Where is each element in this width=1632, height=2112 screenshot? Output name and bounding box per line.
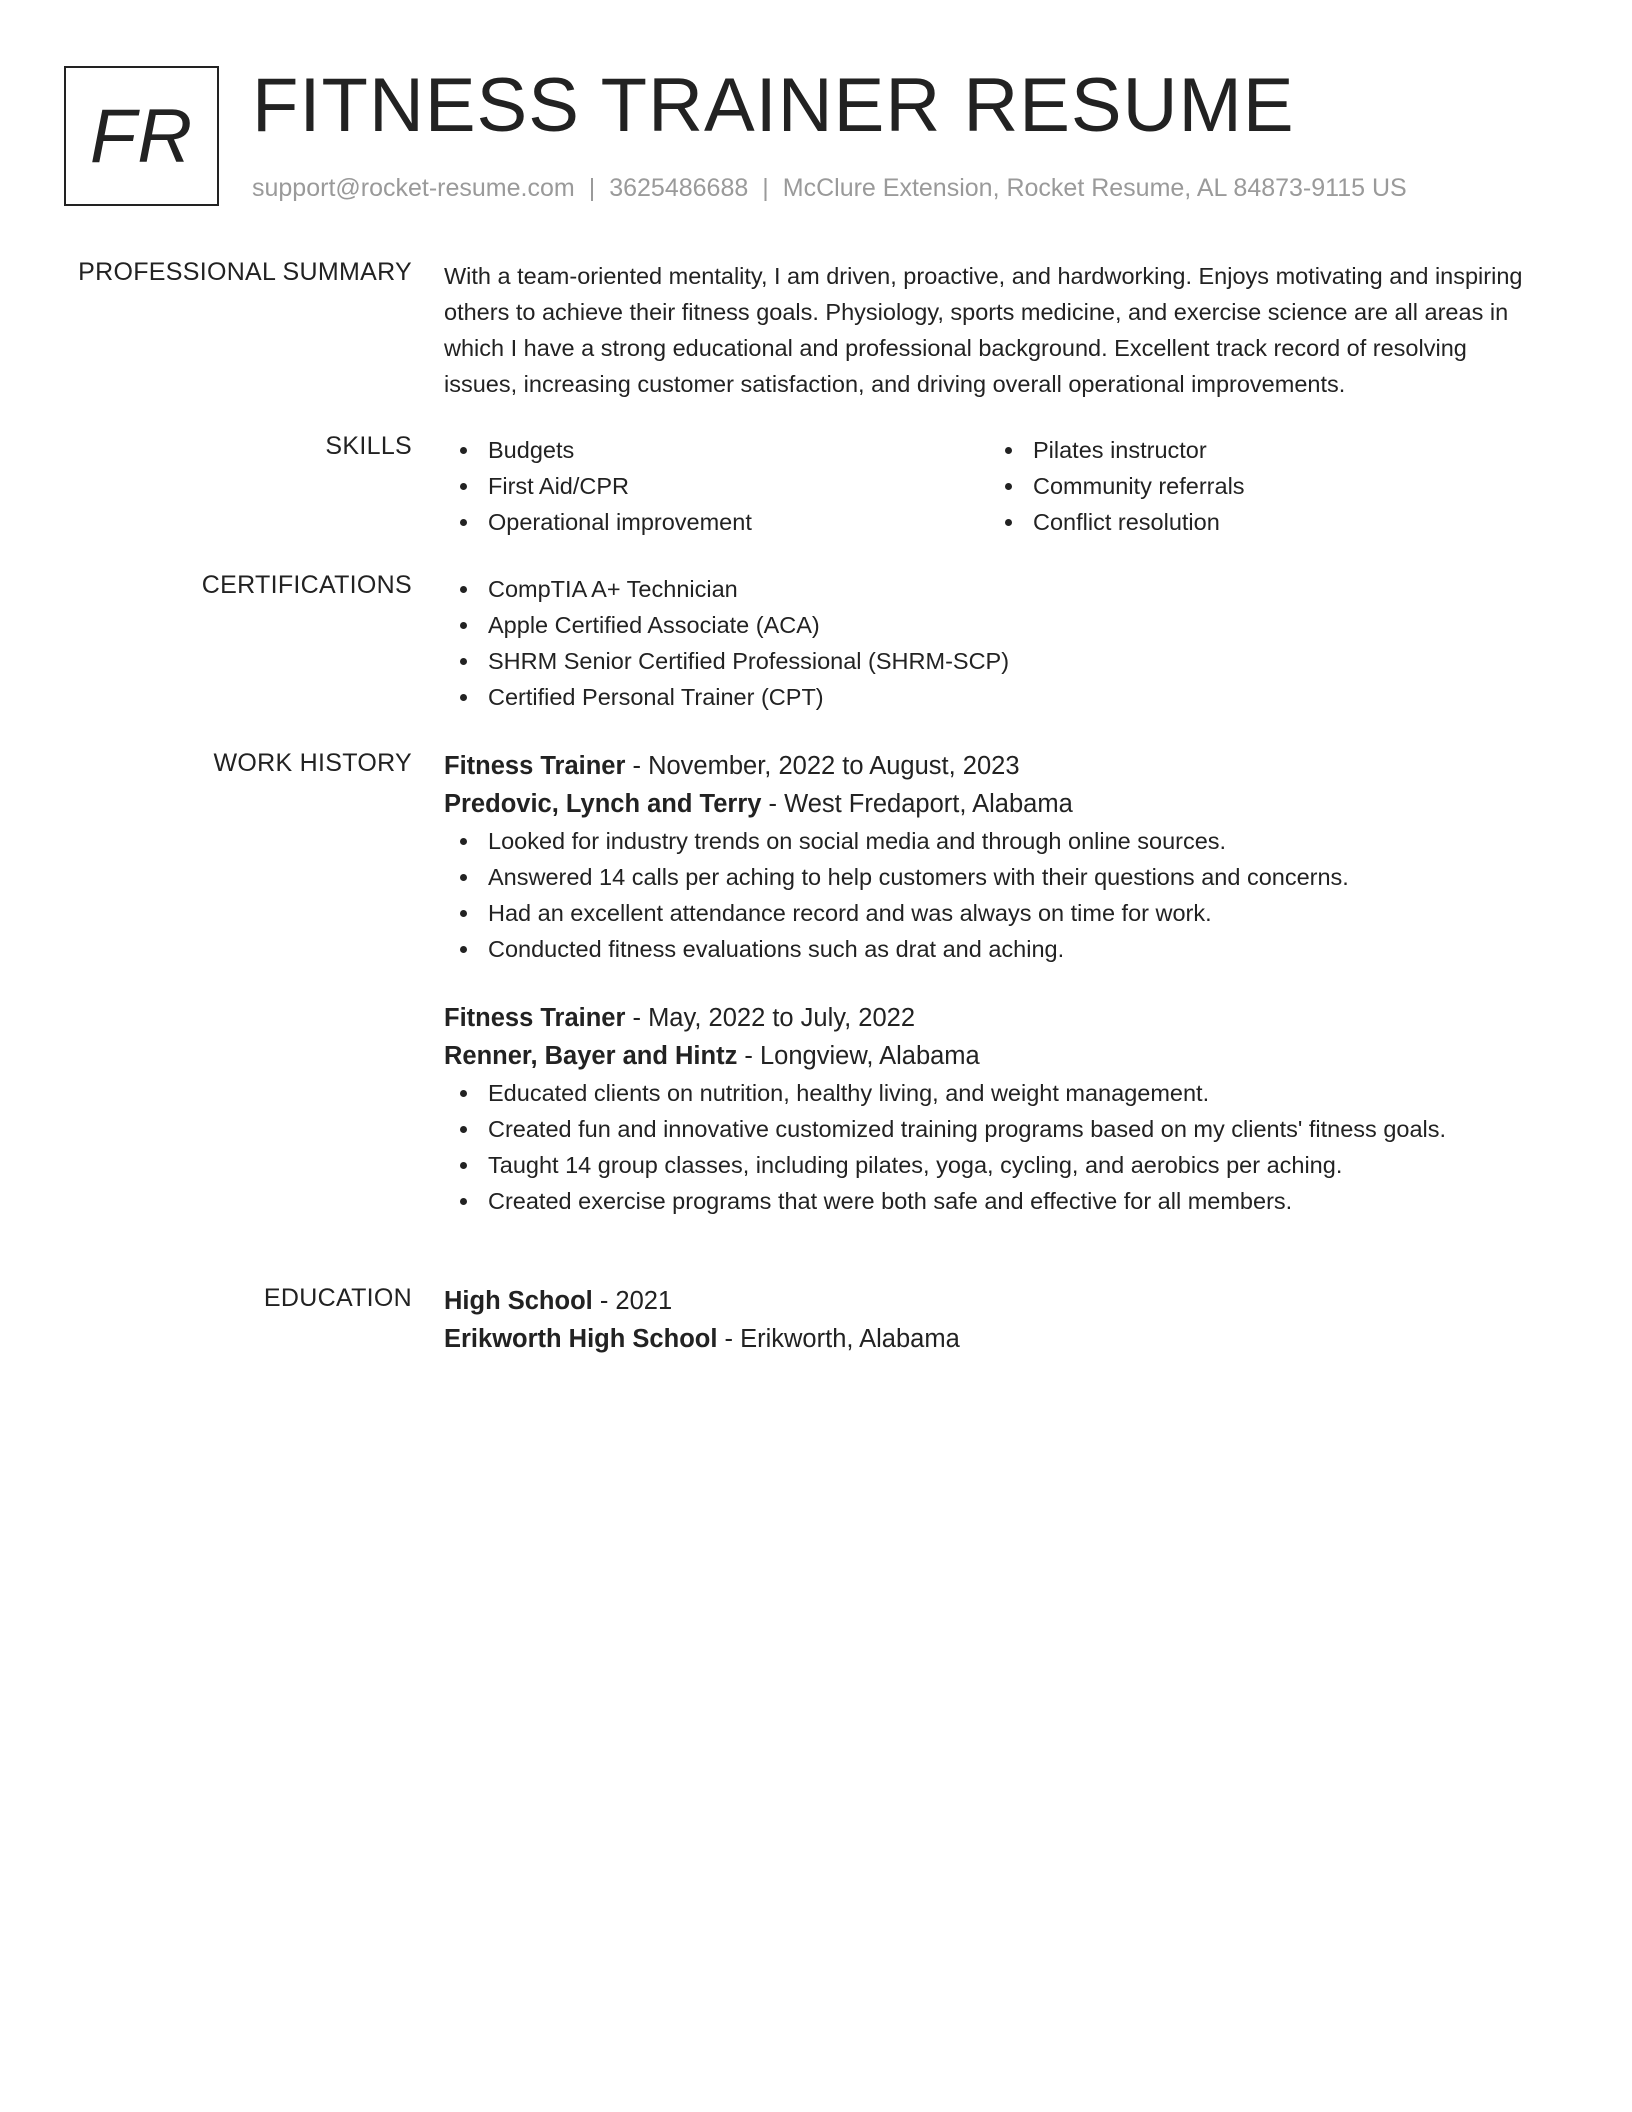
job-duties-list [444,1075,1544,1219]
certification-item: Certified Personal Trainer (CPT) [444,679,1544,715]
contact-address: McClure Extension, Rocket Resume, AL 84873-9115 US [782,174,1407,202]
job-duty-item: Had an excellent attendance record and was always on time for work. [444,895,1544,931]
education-location: - Erikworth, Alabama [717,1325,960,1353]
job-title-line [444,747,1544,785]
job-duty-item: Educated clients on nutrition, healthy living, and weight management. [444,1075,1544,1111]
skills-body [444,432,1544,540]
education-degree-line [444,1282,1544,1320]
job-duty-item: Created exercise programs that were both safe and effective for all members. [444,1183,1544,1219]
page-title: FITNESS TRAINER RESUME [252,63,1295,148]
job-duty-item: Taught 14 group classes, including pilates, yoga, cycling, and aerobics per aching. [444,1147,1544,1183]
job-title-line [444,999,1544,1037]
education-body [444,1282,1544,1358]
job-location: - West Fredaport, Alabama [761,790,1073,818]
section-label-skills: SKILLS [325,432,412,460]
certifications-list [444,571,1544,715]
skills-list-right [989,432,1534,540]
job-company-line [444,1037,1544,1075]
job-duties-list [444,823,1544,967]
certification-item: Apple Certified Associate (ACA) [444,607,1544,643]
work-history-body [444,747,1544,1219]
resume-header [64,63,1584,216]
section-label-work-history: WORK HISTORY [213,749,412,777]
education-school: Erikworth High School [444,1325,718,1353]
job-dates: - November, 2022 to August, 2023 [625,752,1020,780]
job-title: Fitness Trainer [444,1004,626,1032]
job-duty-item: Looked for industry trends on social media and through online sources. [444,823,1544,859]
monogram-initials: FR [89,93,194,179]
skill-item: Conflict resolution [989,504,1534,540]
contact-line [252,174,1407,203]
job-duty-item: Answered 14 calls per aching to help customers with their questions and concerns. [444,859,1544,895]
job-duty-item: Created fun and innovative customized training programs based on my clients' fitness goals. [444,1111,1544,1147]
contact-email[interactable]: support@rocket-resume.com [252,174,575,202]
education-year: - 2021 [592,1287,673,1315]
skill-item: Pilates instructor [989,432,1534,468]
section-label-certifications: CERTIFICATIONS [201,571,412,599]
contact-phone[interactable]: 3625486688 [609,174,749,202]
skill-item: Budgets [444,432,989,468]
job-dates: - May, 2022 to July, 2022 [625,1004,916,1032]
job-entry [444,747,1544,967]
summary-body [444,258,1544,402]
job-title: Fitness Trainer [444,752,626,780]
summary-text: With a team-oriented mentality, I am driven, proactive, and hardworking. Enjoys motivating and inspiring others to achieve their fitness goals. Physiology, sports medicine, and exercise science are all areas in which I have a strong educational and professional background. Excellent track record of resolving issues, increasing customer satisfaction, and driving overall operational improvements. [444,263,1523,397]
certifications-body [444,571,1544,715]
job-duty-item: Conducted fitness evaluations such as drat and aching. [444,931,1544,967]
job-entry [444,999,1544,1219]
skill-item: Community referrals [989,468,1534,504]
job-location: - Longview, Alabama [737,1042,980,1070]
monogram-logo [64,66,219,206]
skill-item: First Aid/CPR [444,468,989,504]
job-company: Predovic, Lynch and Terry [444,790,762,818]
section-label-summary: PROFESSIONAL SUMMARY [78,258,412,286]
certification-item: SHRM Senior Certified Professional (SHRM-SCP) [444,643,1544,679]
education-degree: High School [444,1287,593,1315]
contact-separator: | [762,174,769,202]
skill-item: Operational improvement [444,504,989,540]
certification-item: CompTIA A+ Technician [444,571,1544,607]
skills-list-left [444,432,989,540]
education-school-line [444,1320,1544,1358]
job-company-line [444,785,1544,823]
job-company: Renner, Bayer and Hintz [444,1042,738,1070]
contact-separator: | [588,174,596,202]
section-label-education: EDUCATION [263,1284,412,1312]
